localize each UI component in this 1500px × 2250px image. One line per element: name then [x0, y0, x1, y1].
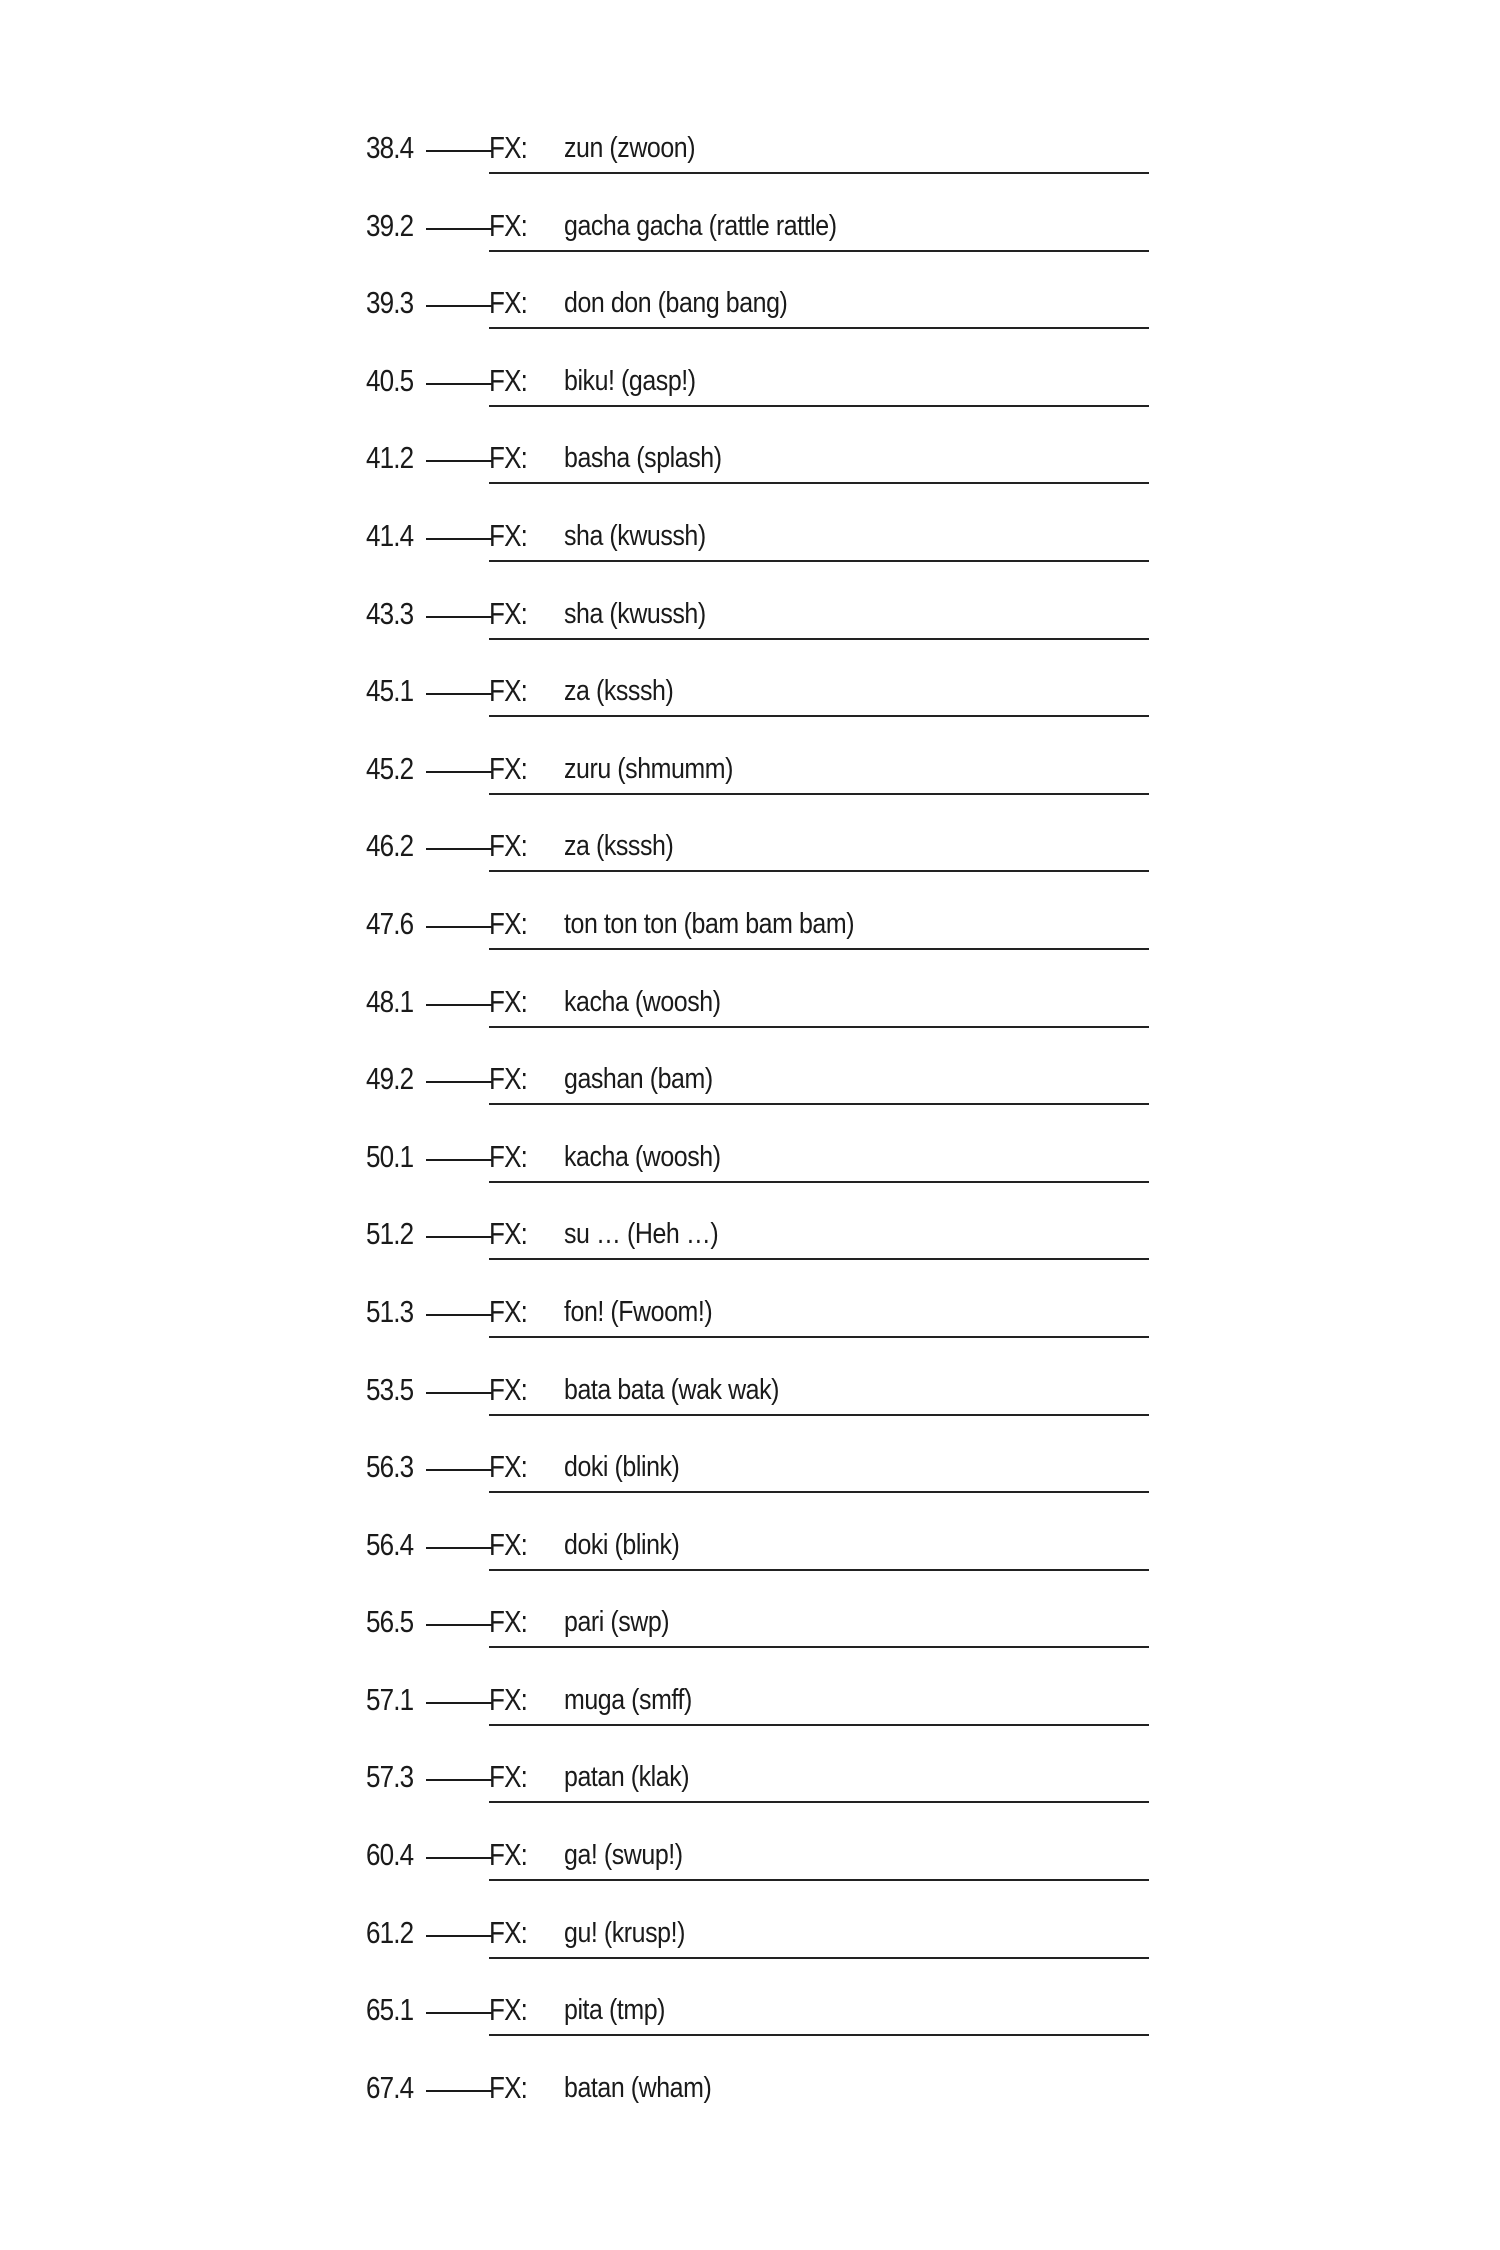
- fx-entry-number: 56.4: [366, 1526, 414, 1562]
- fx-entry-underline: [489, 1646, 1149, 1648]
- fx-entry-underline: [489, 1258, 1149, 1260]
- fx-entry-underline: [489, 1181, 1149, 1183]
- fx-entry-row: [0, 112, 1500, 190]
- fx-entry-text: basha (splash): [564, 442, 722, 475]
- leader-dash: [426, 1469, 492, 1471]
- fx-entry-text: doki (blink): [564, 1451, 680, 1484]
- fx-entry-label: FX:: [489, 1449, 527, 1485]
- fx-entry-row: [0, 1664, 1500, 1742]
- fx-entry-label: FX:: [489, 207, 527, 243]
- fx-entry-text: pari (swp): [564, 1606, 670, 1639]
- fx-entry-label: FX:: [489, 1293, 527, 1329]
- fx-entry-text: batan (wham): [564, 2071, 712, 2104]
- fx-entry-label: FX:: [489, 1138, 527, 1174]
- fx-entry-underline: [489, 1336, 1149, 1338]
- fx-entry-text: gacha gacha (rattle rattle): [564, 209, 837, 242]
- fx-entry-label: FX:: [489, 1061, 527, 1097]
- fx-entry-underline: [489, 948, 1149, 950]
- fx-entry-underline: [489, 1569, 1149, 1571]
- fx-entry-label: FX:: [489, 983, 527, 1019]
- fx-entry-label: FX:: [489, 1371, 527, 1407]
- leader-dash: [426, 1935, 492, 1937]
- leader-dash: [426, 848, 492, 850]
- fx-entry-number: 45.1: [366, 673, 414, 709]
- fx-entry-row: [0, 345, 1500, 423]
- leader-dash: [426, 538, 492, 540]
- fx-entry-text: su … (Heh …): [564, 1218, 719, 1251]
- fx-entry-underline: [489, 560, 1149, 562]
- fx-entry-number: 61.2: [366, 1914, 414, 1950]
- fx-entry-text: fon! (Fwoom!): [564, 1295, 713, 1328]
- fx-entry-number: 53.5: [366, 1371, 414, 1407]
- fx-entry-number: 57.1: [366, 1681, 414, 1717]
- fx-entry-number: 57.3: [366, 1759, 414, 1795]
- fx-entry-label: FX:: [489, 130, 527, 165]
- fx-entry-label: FX:: [489, 1837, 527, 1873]
- fx-entry-label: FX:: [489, 362, 527, 398]
- fx-entry-label: FX:: [489, 905, 527, 941]
- leader-dash: [426, 616, 492, 618]
- fx-entry-label: FX:: [489, 1914, 527, 1950]
- fx-entry-label: FX:: [489, 285, 527, 321]
- fx-entry-row: [0, 966, 1500, 1044]
- fx-entry-text: ga! (swup!): [564, 1839, 683, 1872]
- leader-dash: [426, 926, 492, 928]
- fx-entry-underline: [489, 715, 1149, 717]
- leader-dash: [426, 693, 492, 695]
- fx-entry-number: 47.6: [366, 905, 414, 941]
- fx-entry-row: [0, 1043, 1500, 1121]
- fx-entry-underline: [489, 1879, 1149, 1881]
- fx-entry-underline: [489, 1957, 1149, 1959]
- fx-entry-text: muga (smff): [564, 1683, 692, 1716]
- fx-entry-label: FX:: [489, 1759, 527, 1795]
- fx-entry-text: doki (blink): [564, 1528, 680, 1561]
- fx-entry-number: 40.5: [366, 362, 414, 398]
- fx-entry-row: [0, 267, 1500, 345]
- fx-entry-row: [0, 733, 1500, 811]
- fx-entry-row: [0, 888, 1500, 966]
- leader-dash: [426, 2090, 492, 2092]
- fx-entry-number: 56.5: [366, 1604, 414, 1640]
- fx-entry-number: 51.2: [366, 1216, 414, 1252]
- fx-entry-row: [0, 1819, 1500, 1897]
- leader-dash: [426, 305, 492, 307]
- fx-entry-underline: [489, 2034, 1149, 2036]
- fx-entry-row: [0, 500, 1500, 578]
- leader-dash: [426, 1004, 492, 1006]
- fx-entry-row: [0, 2052, 1500, 2130]
- fx-entry-label: FX:: [489, 440, 527, 476]
- fx-entry-number: 46.2: [366, 828, 414, 864]
- fx-entry-underline: [489, 870, 1149, 872]
- fx-entry-number: 48.1: [366, 983, 414, 1019]
- fx-entry-number: 67.4: [366, 2069, 414, 2105]
- fx-entry-number: 43.3: [366, 595, 414, 631]
- fx-entry-underline: [489, 405, 1149, 407]
- fx-entry-label: FX:: [489, 1992, 527, 2028]
- fx-entry-label: FX:: [489, 673, 527, 709]
- fx-entry-text: don don (bang bang): [564, 287, 788, 320]
- fx-entry-row: [0, 655, 1500, 733]
- fx-entry-number: 51.3: [366, 1293, 414, 1329]
- fx-entry-row: [0, 578, 1500, 656]
- leader-dash: [426, 1702, 492, 1704]
- fx-entry-number: 49.2: [366, 1061, 414, 1097]
- leader-dash: [426, 1314, 492, 1316]
- fx-entry-underline: [489, 1491, 1149, 1493]
- fx-entry-text: kacha (woosh): [564, 1140, 721, 1173]
- fx-entry-text: gashan (bam): [564, 1063, 713, 1096]
- fx-entry-row: [0, 810, 1500, 888]
- fx-entry-row: [0, 1586, 1500, 1664]
- fx-entry-underline: [489, 793, 1149, 795]
- leader-dash: [426, 2012, 492, 2014]
- fx-entry-underline: [489, 1724, 1149, 1726]
- fx-entry-row: [0, 422, 1500, 500]
- fx-entry-number: 65.1: [366, 1992, 414, 2028]
- leader-dash: [426, 460, 492, 462]
- fx-entry-row: [0, 1198, 1500, 1276]
- leader-dash: [426, 771, 492, 773]
- fx-entry-label: FX:: [489, 1604, 527, 1640]
- fx-entry-row: [0, 1509, 1500, 1587]
- fx-entry-text: bata bata (wak wak): [564, 1373, 780, 1406]
- fx-entry-number: 56.3: [366, 1449, 414, 1485]
- fx-entry-number: 60.4: [366, 1837, 414, 1873]
- fx-entry-row: [0, 1431, 1500, 1509]
- leader-dash: [426, 1624, 492, 1626]
- leader-dash: [426, 383, 492, 385]
- fx-entry-text: zuru (shmumm): [564, 752, 734, 785]
- fx-entry-underline: [489, 327, 1149, 329]
- fx-list: [0, 112, 1500, 2129]
- fx-entry-row: [0, 1121, 1500, 1199]
- fx-entry-text: kacha (woosh): [564, 985, 721, 1018]
- fx-entry-underline: [489, 482, 1149, 484]
- fx-entry-text: za (ksssh): [564, 675, 674, 708]
- fx-entry-number: 39.3: [366, 285, 414, 321]
- fx-entry-underline: [489, 1414, 1149, 1416]
- fx-entry-label: FX:: [489, 1526, 527, 1562]
- leader-dash: [426, 1236, 492, 1238]
- fx-entry-text: za (ksssh): [564, 830, 674, 863]
- fx-entry-label: FX:: [489, 595, 527, 631]
- fx-entry-row: [0, 1741, 1500, 1819]
- fx-entry-underline: [489, 1801, 1149, 1803]
- leader-dash: [426, 1547, 492, 1549]
- fx-entry-text: gu! (krusp!): [564, 1916, 685, 1949]
- fx-entry-text: patan (klak): [564, 1761, 690, 1794]
- fx-entry-row: [0, 1354, 1500, 1432]
- fx-entry-underline: [489, 1103, 1149, 1105]
- fx-entry-row: [0, 1897, 1500, 1975]
- fx-entry-underline: [489, 638, 1149, 640]
- fx-entry-label: FX:: [489, 750, 527, 786]
- fx-entry-text: biku! (gasp!): [564, 364, 696, 397]
- leader-dash: [426, 150, 492, 152]
- fx-entry-number: 41.4: [366, 517, 414, 553]
- leader-dash: [426, 1159, 492, 1161]
- leader-dash: [426, 228, 492, 230]
- fx-entry-label: FX:: [489, 1216, 527, 1252]
- leader-dash: [426, 1857, 492, 1859]
- fx-entry-row: [0, 1276, 1500, 1354]
- fx-entry-number: 45.2: [366, 750, 414, 786]
- fx-entry-number: 41.2: [366, 440, 414, 476]
- leader-dash: [426, 1081, 492, 1083]
- fx-entry-row: [0, 190, 1500, 268]
- leader-dash: [426, 1779, 492, 1781]
- fx-entry-number: 50.1: [366, 1138, 414, 1174]
- fx-entry-number: 39.2: [366, 207, 414, 243]
- fx-entry-label: FX:: [489, 2069, 527, 2105]
- fx-entry-text: sha (kwussh): [564, 597, 706, 630]
- fx-entry-label: FX:: [489, 828, 527, 864]
- fx-entry-row: [0, 1974, 1500, 2052]
- fx-entry-text: pita (tmp): [564, 1994, 666, 2027]
- fx-entry-label: FX:: [489, 517, 527, 553]
- fx-entry-underline: [489, 250, 1149, 252]
- leader-dash: [426, 1392, 492, 1394]
- fx-entry-text: sha (kwussh): [564, 519, 706, 552]
- fx-entry-underline: [489, 1026, 1149, 1028]
- fx-entry-number: 38.4: [366, 130, 414, 165]
- fx-entry-label: FX:: [489, 1681, 527, 1717]
- fx-entry-underline: [489, 172, 1149, 174]
- fx-entry-text: zun (zwoon): [564, 132, 696, 164]
- fx-entry-text: ton ton ton (bam bam bam): [564, 907, 855, 940]
